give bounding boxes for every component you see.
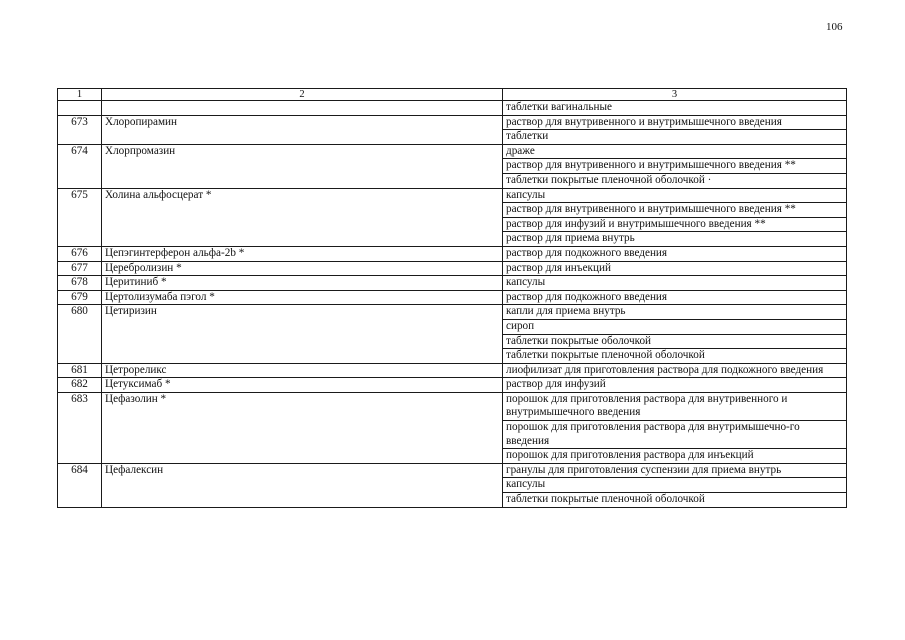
table-row (58, 261, 847, 276)
row-number: 674 (58, 144, 102, 188)
table-row (58, 363, 847, 378)
table-row (58, 144, 847, 159)
dosage-form: раствор для инфузий (503, 378, 847, 393)
table-header-row (58, 89, 847, 101)
drug-name: Церебролизин * (102, 261, 503, 276)
row-number: 677 (58, 261, 102, 276)
drug-name: Цефазолин * (102, 392, 503, 463)
drug-name: Холина альфосцерат * (102, 188, 503, 246)
table-row (58, 276, 847, 291)
drug-name: Церитиниб * (102, 276, 503, 291)
dosage-form: таблетки покрытые пленочной оболочкой (503, 349, 847, 364)
table-row (58, 463, 847, 478)
dosage-form: раствор для инфузий и внутримышечного введения ** (503, 217, 847, 232)
drug-name: Цетуксимаб * (102, 378, 503, 393)
row-number: 680 (58, 305, 102, 363)
dosage-form: раствор для внутривенного и внутримышечного введения ** (503, 203, 847, 218)
row-number: 682 (58, 378, 102, 393)
table-row (58, 305, 847, 320)
dosage-form: порошок для приготовления раствора для внутривенного и внутримышечного введения (503, 392, 847, 420)
row-number: 678 (58, 276, 102, 291)
dosage-form: капсулы (503, 276, 847, 291)
dosage-form: капли для приема внутрь (503, 305, 847, 320)
column-header-number: 1 (58, 89, 102, 101)
row-number: 683 (58, 392, 102, 463)
dosage-form: порошок для приготовления раствора для инъекций (503, 449, 847, 464)
drug-name: Цепэгинтерферон альфа-2b * (102, 246, 503, 261)
dosage-form: таблетки покрытые пленочной оболочкой (503, 493, 847, 508)
column-header-name: 2 (102, 89, 503, 101)
page-number: 106 (826, 21, 843, 33)
dosage-form: таблетки покрытые оболочкой (503, 334, 847, 349)
dosage-form: капсулы (503, 188, 847, 203)
drug-name: Хлоропирамин (102, 115, 503, 144)
drug-name: Цетрореликс (102, 363, 503, 378)
dosage-form: гранулы для приготовления суспензии для приема внутрь (503, 463, 847, 478)
column-header-form: 3 (503, 89, 847, 101)
table-row (58, 378, 847, 393)
row-number: 679 (58, 290, 102, 305)
dosage-form: порошок для приготовления раствора для внутримышечно-го введения (503, 421, 847, 449)
row-number (58, 101, 102, 116)
drug-name: Хлорпромазин (102, 144, 503, 188)
dosage-form: раствор для внутривенного и внутримышечного введения ** (503, 159, 847, 174)
drug-name: Цертолизумаба пэгол * (102, 290, 503, 305)
dosage-form: раствор для инъекций (503, 261, 847, 276)
dosage-form: лиофилизат для приготовления раствора для подкожного введения (503, 363, 847, 378)
row-number: 676 (58, 246, 102, 261)
dosage-form: раствор для подкожного введения (503, 290, 847, 305)
dosage-form: таблетки вагинальные (503, 101, 847, 116)
table-row (58, 392, 847, 420)
row-number: 675 (58, 188, 102, 246)
dosage-form: таблетки (503, 130, 847, 145)
drug-name (102, 101, 503, 116)
table-row (58, 246, 847, 261)
dosage-form: таблетки покрытые пленочной оболочкой · (503, 173, 847, 188)
row-number: 684 (58, 463, 102, 507)
row-number: 673 (58, 115, 102, 144)
dosage-form: раствор для приема внутрь (503, 232, 847, 247)
dosage-form: драже (503, 144, 847, 159)
drug-name: Цетиризин (102, 305, 503, 363)
row-number: 681 (58, 363, 102, 378)
table-row (58, 290, 847, 305)
drug-table (57, 88, 847, 508)
table-row (58, 188, 847, 203)
dosage-form: сироп (503, 319, 847, 334)
dosage-form: раствор для подкожного введения (503, 246, 847, 261)
table-row (58, 101, 847, 116)
dosage-form: раствор для внутривенного и внутримышечного введения (503, 115, 847, 130)
table-row (58, 115, 847, 130)
drug-name: Цефалексин (102, 463, 503, 507)
dosage-form: капсулы (503, 478, 847, 493)
